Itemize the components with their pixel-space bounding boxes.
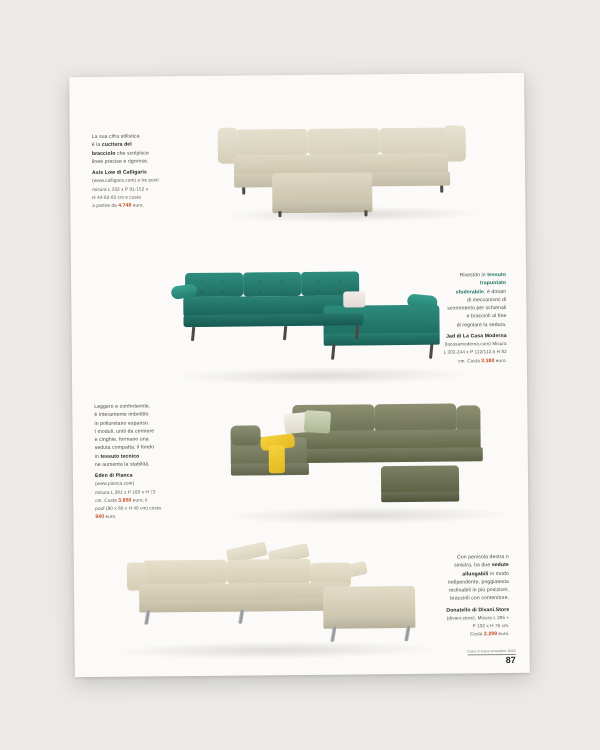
jad-lead-line7: di regolare la seduta.: [456, 321, 507, 328]
axis-brand: Axis Low di Calligaris: [92, 169, 147, 176]
jad-price: 3.380: [481, 357, 495, 364]
jad-lead-line4: di meccanismi di: [466, 296, 507, 304]
axis-lead-bold1: cucitura del: [101, 141, 132, 149]
sofa-image-axis-low: [218, 113, 485, 221]
don-lead-line4: indipendente, poggiatesta: [448, 578, 510, 586]
eden-lead-line4: I moduli, uniti da cerniere: [94, 428, 155, 435]
eden-price-2: 940: [95, 514, 105, 521]
axis-price: 4.748: [118, 202, 132, 209]
jad-spec2-pre: cm. Costa: [458, 357, 482, 363]
axis-lead-line1: La sua cifra stilistica: [91, 133, 140, 140]
axis-lead-line3a: che scolpisce: [115, 149, 149, 157]
eden-lead-line1: Leggero e confortevole,: [94, 403, 151, 410]
jad-spec1: L 302-244 x P 112/112,5 H 82: [443, 349, 507, 355]
page-number: 87: [505, 654, 516, 666]
eden-price-1: 3.850: [118, 497, 132, 504]
jad-lead-bold2: trapuntato: [479, 280, 507, 287]
eden-spec2-pre: cm. Costa: [95, 497, 119, 503]
eden-spec3: pouf (80 x 80 x H 40 cm) costa: [95, 505, 161, 511]
eden-lead-bold: tessuto tecnico: [100, 453, 140, 460]
eden-lead-line2: è interamente imbottito: [94, 411, 149, 419]
sofa-image-eden: [220, 391, 509, 524]
don-lead-line1: Con penisola destra o: [457, 553, 509, 561]
sofa-image-jad: [171, 256, 472, 384]
eden-site: (www.pianca.com): [95, 480, 135, 487]
axis-lead-line2a: è la: [91, 142, 102, 149]
don-lead-bold1: sedute: [491, 562, 509, 569]
jad-lead-line3a: , è dotato: [483, 288, 507, 295]
don-lead-line3a: in modo: [488, 570, 509, 577]
eden-brand: Eden di Pianca: [94, 472, 133, 479]
eden-spec4: euro.: [104, 514, 117, 520]
eden-lead-line7a: in: [94, 453, 101, 460]
jad-lead-bold3: sfoderabile: [455, 288, 484, 295]
jad-spec2-post: euro.: [494, 357, 507, 363]
jad-site: (lacasamoderna.com) Misura: [444, 341, 507, 347]
don-spec1: P 102 x H 76 cm.: [472, 622, 510, 629]
axis-lead-line4: linee precise e rigorose.: [91, 158, 149, 165]
jad-brand: Jad di La Casa Moderna: [446, 332, 507, 340]
axis-price-pre: a partire da: [92, 202, 119, 208]
axis-spec1: misura L 332 x P 91-152 x: [92, 185, 149, 192]
page-footer: [467, 649, 516, 665]
don-lead-line5: reclinabili in più posizioni,: [448, 586, 510, 594]
axis-spec2: H 44-62-83 cm e costa: [92, 194, 141, 200]
eden-spec2-post: euro; il: [131, 497, 148, 503]
don-spec2-post: euro.: [497, 631, 510, 637]
sofa-image-donatello: [109, 542, 450, 660]
jad-lead-line6: e braccioli al fine: [466, 313, 507, 320]
article-axis-low-text: [92, 132, 185, 210]
don-spec2-pre: Costa: [469, 631, 484, 637]
don-price: 2.299: [483, 631, 498, 638]
eden-lead-line6: seduta compatta; il fondo: [94, 444, 155, 452]
article-eden-text: [94, 402, 187, 521]
magazine-issue-label: Casa in Casa novembre 2023: [467, 648, 516, 654]
magazine-page: [69, 73, 530, 677]
jad-lead-bold1: tessuto: [487, 272, 507, 279]
don-lead-bold2: allungabili: [462, 570, 489, 577]
axis-site: (www.calligaris.com) a tre posti: [92, 177, 159, 184]
don-lead-line2a: sinistra, ha due: [454, 562, 492, 569]
axis-price-post: euro.: [131, 202, 144, 208]
don-site: (divani.store). Misura L 285 +: [446, 614, 510, 621]
don-brand: Donatello di Divani.Store: [446, 606, 510, 614]
jad-lead-line5: scorrimento per schienali: [447, 305, 507, 312]
eden-lead-line8: ne aumenta la stabilità.: [94, 461, 150, 468]
eden-spec1: misura L 281 x P 160 x H 73: [95, 488, 156, 495]
don-lead-line6: braccioli con contenitore.: [450, 595, 510, 602]
jad-lead-line1a: Rivestito in: [459, 272, 488, 279]
eden-lead-line3: in poliuretano espanso.: [94, 419, 150, 427]
eden-lead-line5: e cinghie, formano una: [94, 436, 149, 443]
axis-lead-bold2: bracciolo: [91, 150, 116, 157]
